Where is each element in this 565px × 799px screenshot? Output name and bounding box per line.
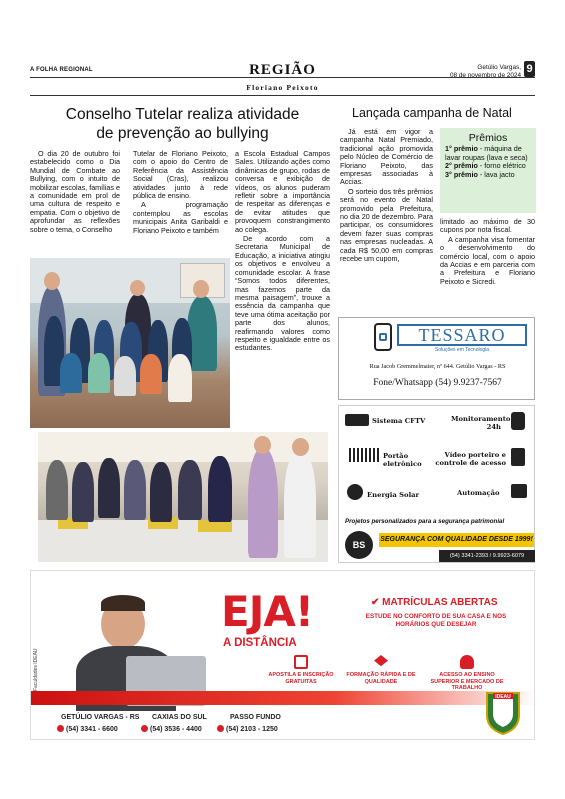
prize-place: 2° prêmio — [445, 161, 478, 171]
paragraph: Já está em vigor a campanha Natal Premiado, tradicional ação promovida pelo Núcleo de Comércio de Floriano Peixoto, das empresas associadas à Accias. — [340, 127, 433, 187]
child-figure — [178, 460, 202, 520]
tessaro-tagline: Soluções em Tecnologia — [434, 347, 490, 353]
prizes-title: Prêmios — [468, 132, 508, 144]
article1-column-1 — [30, 150, 120, 235]
child-figure — [46, 460, 68, 520]
security-item: Monitoramento 24h — [451, 415, 511, 431]
header-rule — [30, 77, 535, 78]
phone-icon — [57, 725, 64, 732]
prize-desc: - lava jacto — [477, 169, 515, 179]
tessaro-logo-mark — [379, 333, 387, 341]
prize-place: 1° prêmio — [445, 144, 478, 153]
intercom-icon — [511, 448, 525, 466]
eja-city: CAXIAS DO SUL — [152, 714, 207, 721]
security-ad — [338, 405, 535, 563]
eja-phone-text: (54) 2103 - 1250 — [226, 726, 278, 733]
eja-city: GETÚLIO VARGAS - RS — [61, 714, 140, 721]
security-slogan: SEGURANÇA COM QUALIDADE DESDE 1999! — [379, 533, 534, 547]
paragraph: O sorteio dos três prêmios será no evento de Natal promovido pela Prefeitura, no dia 20 de dezembro. Para participar, os consumidores devem fazer suas compras nas empresas nucleadas. A cada R$ 50,00 em compras recebe um cupom, — [340, 186, 433, 264]
eja-enroll — [371, 597, 498, 608]
check-icon: ✔ — [371, 597, 383, 608]
phone-icon — [217, 725, 224, 732]
paragraph: Tutelar de Floriano Peixoto, com o apoio do Centro de Referência da Assistência Social (Cras), realizou atividades junto à rede pública de ensino. — [133, 149, 228, 201]
adult-head — [193, 280, 209, 298]
seal-label: IDEAU — [495, 694, 511, 700]
paragraph: A campanha visa fomentar o desenvolvimento do comércio local, com o apoio da Accias e em parceria com a Prefeitura e Floriano Peixoto e Sicredi. — [440, 234, 535, 286]
eja-feature — [346, 655, 416, 685]
classroom-wall — [38, 432, 328, 462]
eja-phone — [57, 725, 118, 733]
adult-head — [130, 280, 145, 296]
student-hair — [101, 595, 145, 611]
article1-headline-line2: de prevenção ao bullying — [96, 125, 269, 142]
adult-figure — [208, 456, 232, 522]
issue-date-text: 08 de novembro de 2024 — [449, 71, 521, 79]
security-item: Energia Solar — [367, 491, 420, 499]
paragraph: A programação contemplou as escolas municipais Anita Garibaldi e Floriano Peixoto e também — [133, 200, 228, 235]
adult-head — [292, 438, 309, 456]
child-figure — [60, 353, 82, 393]
eja-feature — [426, 655, 508, 692]
child-figure — [124, 460, 146, 520]
bs-logo: BS — [345, 531, 373, 559]
ideau-seal-icon — [483, 689, 523, 735]
child-figure — [72, 462, 94, 522]
phone-icon — [374, 323, 392, 351]
prize-desc: - forno elétrico — [477, 161, 526, 171]
adult-figure — [284, 450, 316, 558]
eja-feature-text: FORMAÇÃO RÁPIDA E DE QUALIDADE — [346, 672, 416, 685]
lock-icon — [511, 412, 525, 430]
eja-comfort: ESTUDE NO CONFORTO DE SUA CASA E NOS HORÁRIOS QUE DESEJAR — [365, 613, 507, 628]
paragraph: De acordo com a Secretaria Municipal de Educação, a iniciativa atingiu os objetivos e envolveu a comunidade escolar. A frase “Somos todos diferentes, mas fazemos parte da mesma paisagem”, trouxe a essência da campanha que teve uma ótima aceitação por parte dos alunos, reafirmando valores como respeito e igualdade entre os estudantes. — [235, 234, 330, 353]
tessaro-phone: Fone/Whatsapp (54) 9.9237-7567 — [373, 378, 502, 388]
adult-head — [44, 272, 60, 290]
article1-column-3 — [235, 150, 330, 354]
tessaro-address: Rua Jacob Gremmelmaier, nº 644. Getúlio Vargas - RS — [369, 363, 506, 370]
paragraph: O dia 20 de outubro foi estabelecido como o Dia Mundial de Combate ao Bullying, com o intuito de mobilizar escolas, famílias e a comunidade em prol de uma cultura de respeito e empatia. Com o objetivo de aprofundar as reflexões sobre o tema, o Conselho — [30, 149, 120, 234]
article1-headline — [30, 105, 335, 143]
classroom-activity-photo — [38, 432, 328, 562]
issue-city: Getúlio Vargas, — [477, 64, 521, 71]
adult-head — [254, 436, 271, 454]
author-line: Floriano Peixoto — [246, 83, 319, 92]
eja-red-band — [31, 691, 535, 705]
section-title: REGIÃO — [249, 62, 316, 78]
prize-item — [445, 171, 531, 180]
security-item: Automação — [457, 489, 500, 497]
sun-icon — [347, 484, 363, 500]
security-item: Sistema CFTV — [372, 417, 426, 425]
eja-subheadline: A DISTÂNCIA — [223, 637, 297, 649]
automation-icon — [511, 484, 527, 498]
cctv-icon — [345, 414, 369, 426]
paragraph: limitado ao máximo de 30 cupons por nota fiscal. — [440, 217, 535, 235]
eja-feature-text: ACESSO AO ENSINO SUPERIOR E MERCADO DE TRABALHO — [430, 672, 504, 691]
author-rule — [30, 95, 535, 96]
child-figure — [88, 353, 110, 393]
prize-desc: - máquina de lavar roupas (lava e seca) — [445, 144, 528, 162]
gate-icon — [349, 448, 379, 462]
students-group-photo — [30, 258, 230, 428]
phone-icon — [141, 725, 148, 732]
prize-place: 3° prêmio — [445, 169, 478, 179]
prizes-box — [440, 128, 536, 213]
child-figure — [168, 354, 192, 402]
eja-phone — [217, 725, 278, 733]
article1-headline-line1: Conselho Tutelar realiza atividade — [65, 106, 300, 123]
eja-phone-text: (54) 3536 - 4400 — [150, 726, 202, 733]
article2-column-1 — [340, 128, 433, 265]
publication-name: A FOLHA REGIONAL — [30, 67, 93, 73]
person-icon — [460, 655, 474, 669]
eja-headline: EJA! — [221, 587, 313, 636]
eja-phone-text: (54) 3341 - 6600 — [66, 726, 118, 733]
eja-city: PASSO FUNDO — [230, 714, 281, 721]
tessaro-ad — [338, 317, 535, 400]
paragraph: a Escola Estadual Campos Sales. Utilizando ações como dinâmicas de grupo, rodas de conversa e exibição de vídeos, os alunos puderam refletir sobre a importância de respeitar as diferenças e de evitar atitudes que provoquem constrangimento ao colega. — [235, 149, 330, 234]
child-figure — [98, 458, 120, 518]
graduation-cap-icon — [374, 655, 388, 669]
eja-side-text: Faculdades IDEAU — [33, 648, 39, 691]
child-figure — [150, 462, 172, 522]
child-figure — [140, 354, 162, 394]
eja-feature-text: APOSTILA E INSCRIÇÃO GRATUITAS — [268, 672, 334, 685]
security-item: Vídeo porteiro e controle de acesso — [435, 451, 506, 467]
eja-feature — [266, 655, 336, 685]
eja-enroll-text: MATRÍCULAS ABERTAS — [382, 597, 498, 608]
prize-item — [445, 145, 531, 162]
article2-column-2 — [440, 218, 535, 287]
eja-ad — [30, 570, 535, 740]
security-projects: Projetos personalizados para a segurança patrimonial — [345, 518, 505, 525]
child-figure — [114, 356, 136, 396]
document-icon — [294, 655, 308, 669]
page-number: 9 — [524, 61, 535, 77]
adult-figure — [248, 448, 278, 558]
article1-column-2 — [133, 150, 228, 236]
security-phones: (54) 3341-2393 / 9.9923-6079 — [439, 550, 535, 562]
tessaro-name: TESSARO — [397, 324, 527, 346]
security-item: Portão eletrônico — [383, 452, 422, 468]
article2-headline: Lançada campanha de Natal — [352, 106, 512, 120]
eja-phone — [141, 725, 202, 733]
